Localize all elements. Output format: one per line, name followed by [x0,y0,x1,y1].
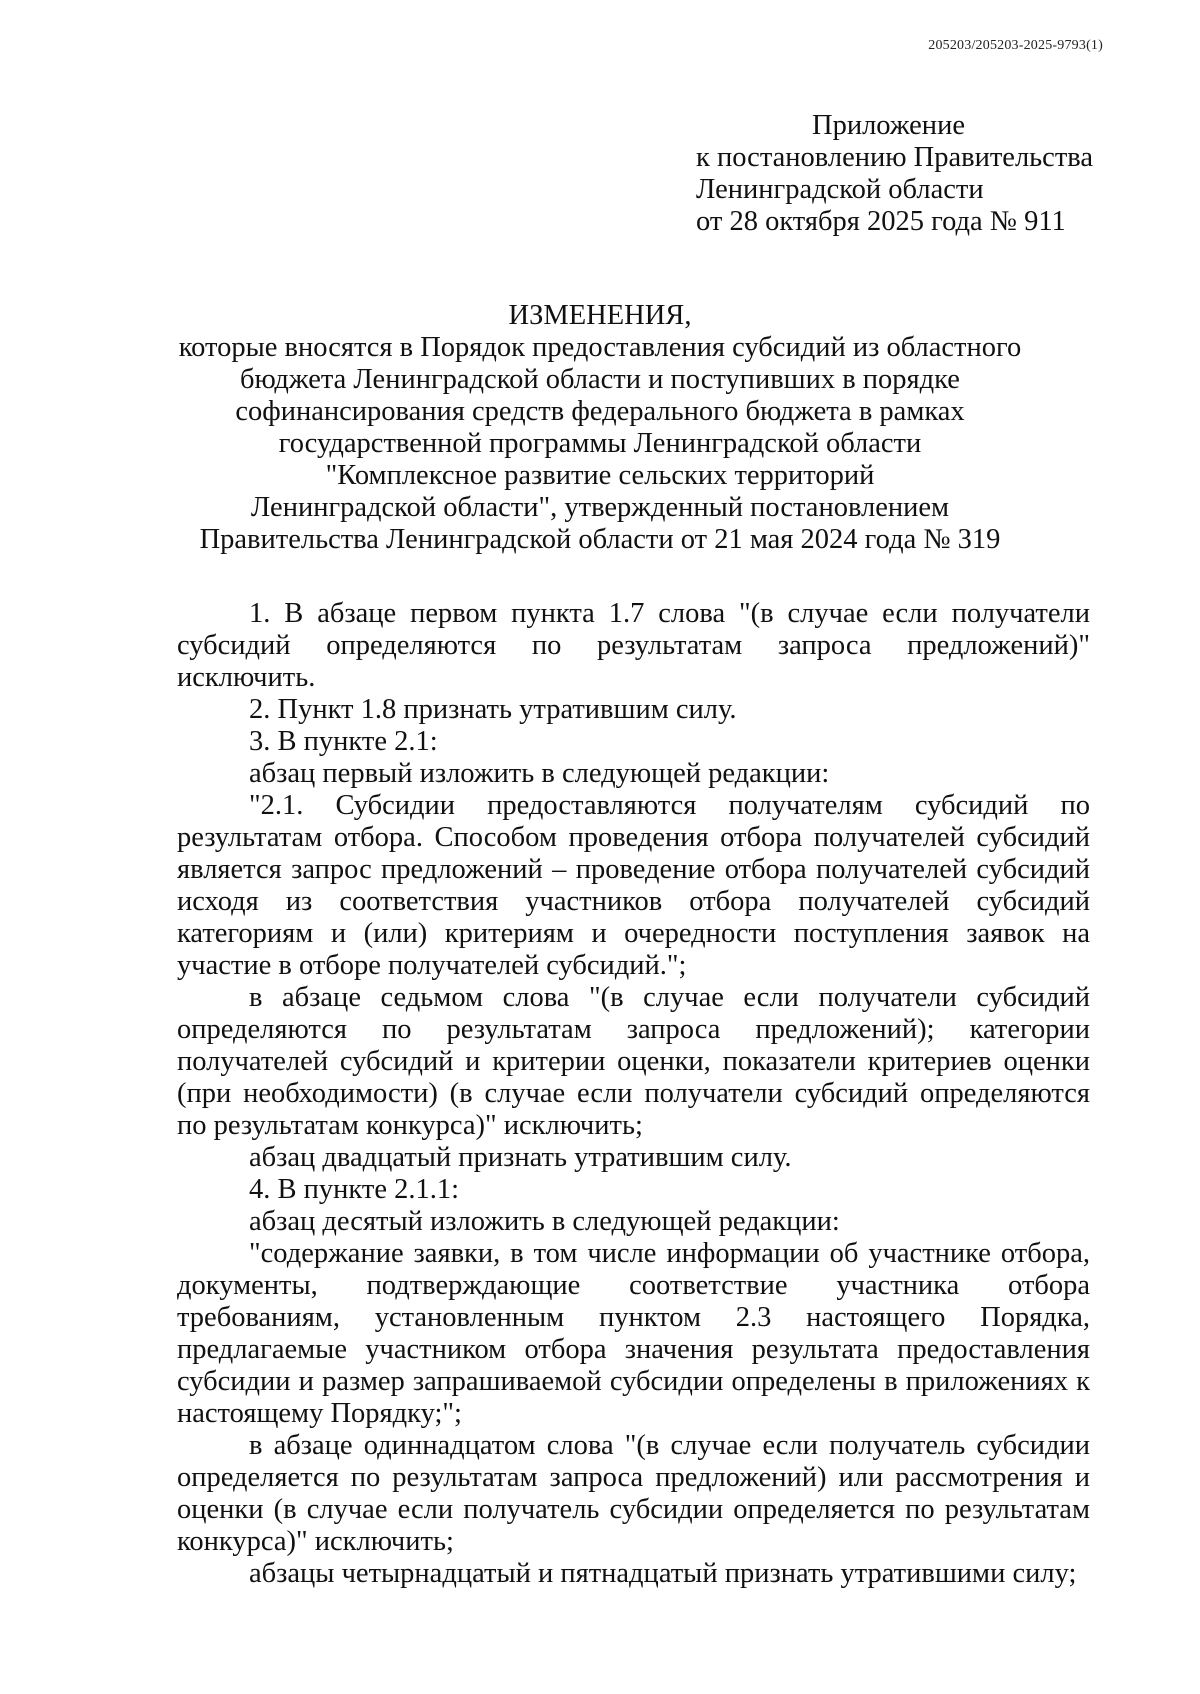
title-heading: ИЗМЕНЕНИЯ, [508,300,692,331]
title-line: которые вносятся в Порядок предоставления субсидий из областного [178,332,1022,363]
title-line: "Комплексное развитие сельских территорий [325,460,875,491]
attachment-line: от 28 октября 2025 года № 911 [696,206,1066,237]
paragraph: абзац десятый изложить в следующей редакции: [249,1206,840,1237]
title-line: софинансирования средств федерального бюджета в рамках [235,396,965,427]
paragraph: 1. В абзаце первом пункта 1.7 слова "(в случае если получатели субсидий определяются по результатам запроса предложений)" исключить. [177,598,1090,693]
document-body [177,598,1090,1590]
title-line: Правительства Ленинградской области от 21 мая 2024 года № 319 [199,524,1001,555]
document-title [150,300,1050,556]
title-line: Ленинградской области", утвержденный постановлением [250,492,950,523]
attachment-title: Приложение [812,110,965,141]
paragraph: "2.1. Субсидии предоставляются получателям субсидий по результатам отбора. Способом проведения отбора получателей субсидий является запрос предложений – проведение отбора получателей субсидий исходя из соответствия участников отбора получателей субсидий категориям и (или) критериям и очередности поступления заявок на участие в отборе получателей субсидий."; [177,790,1090,981]
paragraph: "содержание заявки, в том числе информации об участнике отбора, документы, подтверждающие соответствие участника отбора требованиям, установленным пунктом 2.3 настоящего Порядка, предлагаемые участником отбора значения результата предоставления субсидии и размер запрашиваемой субсидии определены в приложениях к настоящему Порядку;"; [177,1238,1090,1429]
title-line: бюджета Ленинградской области и поступивших в порядке [240,364,960,395]
title-line: государственной программы Ленинградской области [278,428,922,459]
attachment-line: к постановлению Правительства [696,142,1094,173]
paragraph: абзац двадцатый признать утратившим силу. [249,1142,792,1173]
paragraph: 2. Пункт 1.8 признать утратившим силу. [249,694,737,725]
attachment-line: Ленинградской области [696,174,984,205]
paragraph: абзац первый изложить в следующей редакции: [249,758,830,789]
paragraph: в абзаце одиннадцатом слова "(в случае если получатель субсидии определяется по результатам запроса предложений) или рассмотрения и оценки (в случае если получатель субсидии определяется по результатам конкурса)" исключить; [177,1430,1090,1557]
paragraph: 3. В пункте 2.1: [249,726,438,757]
paragraph: в абзаце седьмом слова "(в случае если получатели субсидий определяются по результатам запроса предложений); категории получателей субсидий и критерии оценки, показатели критериев оценки (при необходимости) (в случае если получатели субсидий определяются по результатам конкурса)" исключить; [177,982,1090,1141]
paragraph: абзацы четырнадцатый и пятнадцатый признать утратившими силу; [249,1558,1077,1589]
attachment-block [696,110,1093,238]
document-id: 205203/205203-2025-9793(1) [928,38,1103,53]
paragraph: 4. В пункте 2.1.1: [249,1174,460,1205]
